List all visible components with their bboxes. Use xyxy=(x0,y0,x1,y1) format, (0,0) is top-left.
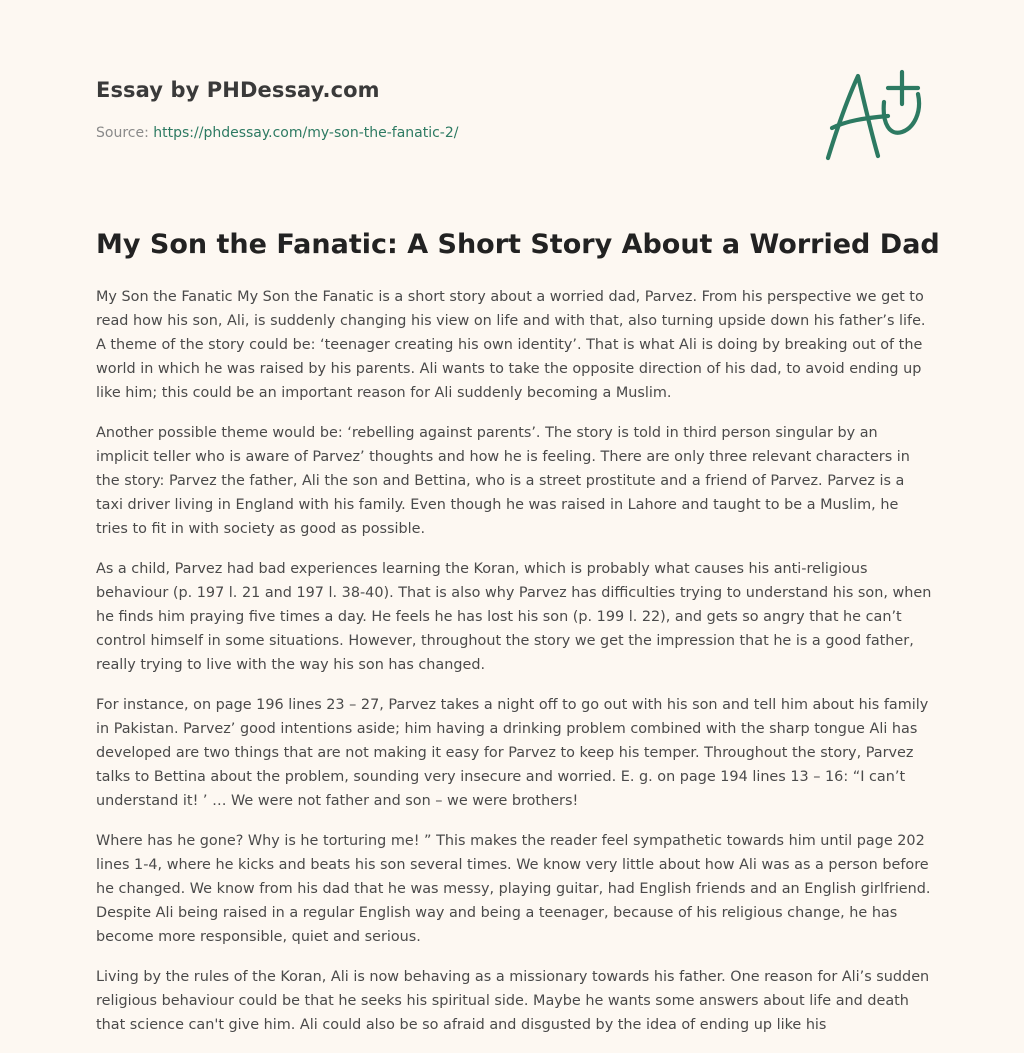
article-paragraph: Another possible theme would be: ‘rebelling against parents’. The story is told in third person singular by an implicit teller who is aware of Parvez’ thoughts and how he is feeling. There are only three relevant characters in the story: Parvez the father, Ali the son and Bettina, who is a street prostitute and a friend of Parvez. Parvez is a taxi driver living in England with his family. Even though he was raised in Lahore and taught to be a Muslim, he tries to fit in with society as good as possible. xyxy=(96,425,910,537)
article-paragraph: Living by the rules of the Koran, Ali is now behaving as a missionary towards his father. One reason for Ali’s sudden religious behaviour could be that he seeks his spiritual side. Maybe he wants some answers about life and death that science can't give him. Ali could also be so afraid and disgusted by the idea of ending up like his xyxy=(96,969,930,1033)
a-plus-logo-icon xyxy=(818,66,930,166)
article-paragraph: Where has he gone? Why is he torturing me! ” This makes the reader feel sympathetic towards him until page 202 lines 1-4, where he kicks and beats his son several times. We know very little about how Ali was as a person before he changed. We know from his dad that he was messy, playing guitar, had English friends and an English girlfriend. Despite Ali being raised in a regular English way and being a teenager, because of his religious change, he has become more responsible, quiet and serious. xyxy=(96,833,931,945)
article-paragraph: As a child, Parvez had bad experiences learning the Koran, which is probably what causes his anti-religious behaviour (p. 197 l. 21 and 197 l. 38-40). That is also why Parvez has difficulties trying to understand his son, when he finds him praying five times a day. He feels he has lost his son (p. 199 l. 22), and gets so angry that he can’t control himself in some situations. However, throughout the story we get the impression that he is a good father, really trying to live with the way his son has changed. xyxy=(96,561,932,673)
article-paragraph: My Son the Fanatic My Son the Fanatic is a short story about a worried dad, Parvez. From his perspective we get to read how his son, Ali, is suddenly changing his view on life and with that, also turning upside down his father’s life. A theme of the story could be: ‘teenager creating his own identity’. That is what Ali is doing by breaking out of the world in which he was raised by his parents. Ali wants to take the opposite direction of his dad, to avoid ending up like him; this could be an important reason for Ali suddenly becoming a Muslim. xyxy=(96,289,926,401)
article-paragraph: For instance, on page 196 lines 23 – 27, Parvez takes a night off to go out with his son and tell him about his family in Pakistan. Parvez’ good intentions aside; him having a drinking problem combined with the sharp tongue Ali has developed are two things that are not making it easy for Parvez to keep his temper. Throughout the story, Parvez talks to Bettina about the problem, sounding very insecure and worried. E. g. on page 194 lines 13 – 16: “I can’t understand it! ’ … We were not father and son – we were brothers! xyxy=(96,697,929,809)
source-line xyxy=(96,125,458,141)
site-brand: Essay by PHDessay.com xyxy=(96,78,380,102)
article-title: My Son the Fanatic: A Short Story About a Worried Dad xyxy=(96,229,940,260)
article-body xyxy=(96,285,932,1053)
source-label: Source: xyxy=(96,125,149,141)
source-link[interactable]: https://phdessay.com/my-son-the-fanatic-2/ xyxy=(153,125,459,141)
